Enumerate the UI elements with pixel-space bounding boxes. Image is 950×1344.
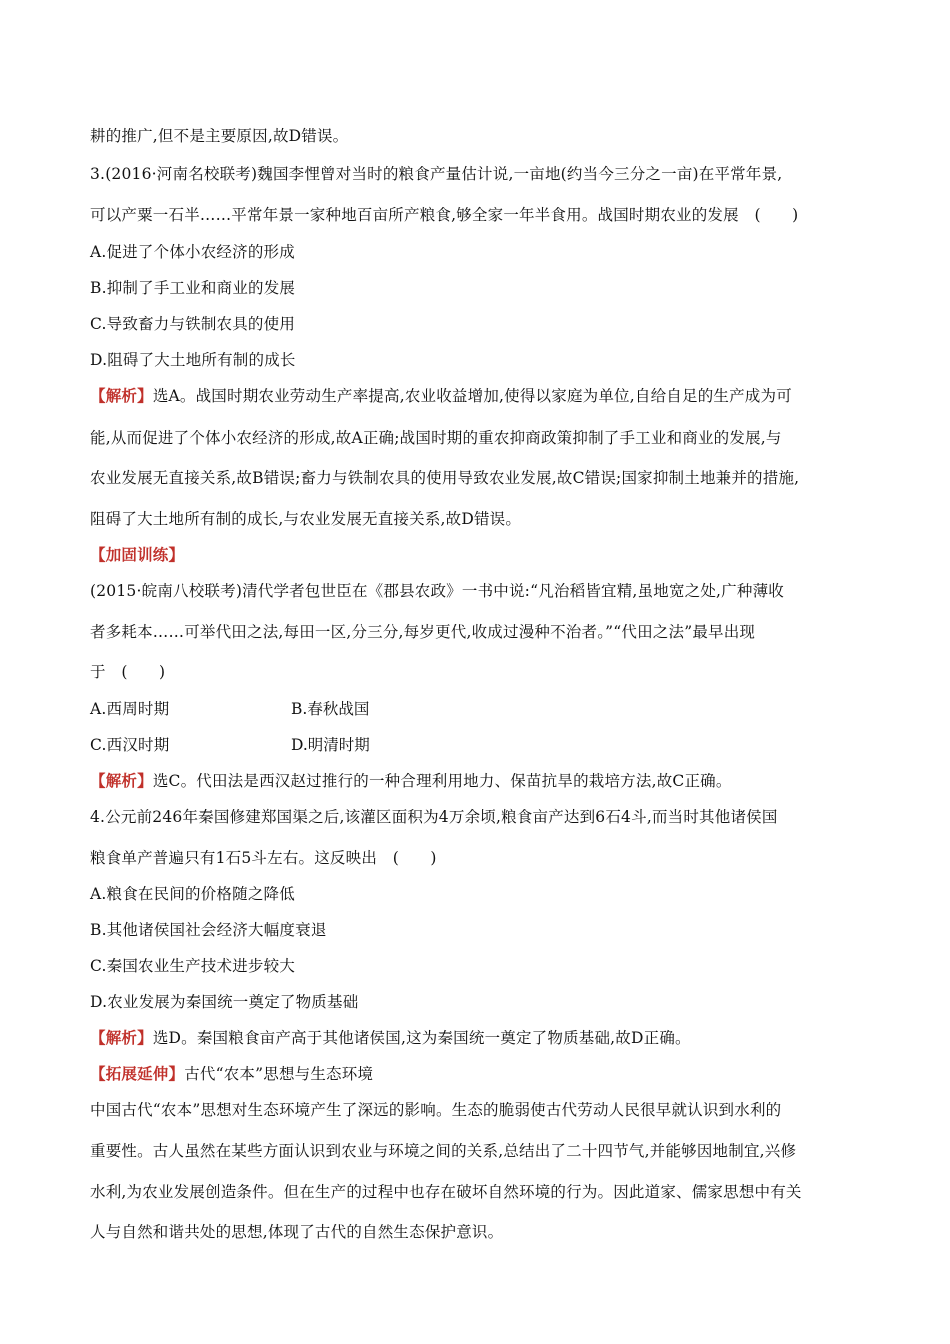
option-a: A.西周时期 bbox=[90, 700, 170, 718]
option-d: D.农业发展为秦国统一奠定了物质基础 bbox=[90, 993, 359, 1011]
extend-block bbox=[90, 1062, 373, 1084]
option-c: C.西汉时期 bbox=[90, 736, 170, 754]
extend-text: 中国古代“农本”思想对生态环境产生了深远的影响。生态的脆弱使古代劳动人民很早就认识到水利的 bbox=[90, 1101, 782, 1119]
analysis-text: 选C。代田法是西汉赵过推行的一种合理利用地力、保苗抗旱的栽培方法,故C正确。 bbox=[152, 772, 732, 790]
analysis-block bbox=[90, 1026, 691, 1048]
extend-text: 人与自然和谐共处的思想,体现了古代的自然生态保护意识。 bbox=[90, 1223, 504, 1241]
analysis-tag: 【解析】 bbox=[90, 1028, 153, 1047]
analysis-block bbox=[90, 384, 792, 406]
analysis-text: 农业发展无直接关系,故B错误;畜力与铁制农具的使用导致农业发展,故C错误;国家抑制土地兼并的措施, bbox=[90, 469, 800, 487]
extend-tag: 【拓展延伸】 bbox=[90, 1064, 185, 1083]
analysis-text: 选A。战国时期农业劳动生产率提高,农业收益增加,使得以家庭为单位,自给自足的生产成为可 bbox=[152, 387, 792, 405]
option-c: C.导致畜力与铁制农具的使用 bbox=[90, 315, 296, 333]
analysis-tag: 【解析】 bbox=[90, 771, 153, 790]
analysis-text: 阻碍了大土地所有制的成长,与农业发展无直接关系,故D错误。 bbox=[90, 510, 522, 528]
reinforce-tag: 【加固训练】 bbox=[90, 545, 185, 564]
analysis-text: 能,从而促进了个体小农经济的形成,故A正确;战国时期的重农抑商政策抑制了手工业和商业的发展,与 bbox=[90, 429, 782, 447]
question-4-stem: 粮食单产普遍只有1石5斗左右。这反映出 ( ) bbox=[90, 849, 437, 867]
option-a: A.粮食在民间的价格随之降低 bbox=[90, 885, 295, 903]
option-d: D.阻碍了大土地所有制的成长 bbox=[90, 351, 296, 369]
option-b: B.春秋战国 bbox=[291, 700, 370, 718]
text-line: 耕的推广,但不是主要原因,故D错误。 bbox=[90, 127, 349, 145]
extend-title: 古代“农本”思想与生态环境 bbox=[184, 1065, 374, 1083]
reinforce-question: 者多耗本……可举代田之法,每田一区,分三分,每岁更代,收成过漫种不治者。”“代田之法”最早出现 bbox=[90, 623, 756, 641]
extend-text: 水利,为农业发展创造条件。但在生产的过程中也存在破坏自然环境的行为。因此道家、儒家思想中有关 bbox=[90, 1183, 802, 1201]
option-row bbox=[90, 733, 169, 755]
analysis-block bbox=[90, 769, 732, 791]
question-3-stem: 3.(2016·河南名校联考)魏国李悝曾对当时的粮食产量估计说,一亩地(约当今三分之一亩)在平常年景, bbox=[90, 165, 783, 183]
reinforce-question: (2015·皖南八校联考)清代学者包世臣在《郡县农政》一书中说:“凡治稻皆宜精,虽地宽之处,广种薄收 bbox=[90, 582, 784, 600]
extend-text: 重要性。古人虽然在某些方面认识到农业与环境之间的关系,总结出了二十四节气,并能够因地制宜,兴修 bbox=[90, 1142, 797, 1160]
option-c: C.秦国农业生产技术进步较大 bbox=[90, 957, 296, 975]
option-d: D.明清时期 bbox=[291, 736, 370, 754]
option-b: B.其他诸侯国社会经济大幅度衰退 bbox=[90, 921, 327, 939]
question-3-stem: 可以产粟一石半……平常年景一家种地百亩所产粮食,够全家一年半食用。战国时期农业的发展 ( ) bbox=[90, 206, 799, 224]
option-b: B.抑制了手工业和商业的发展 bbox=[90, 279, 296, 297]
option-a: A.促进了个体小农经济的形成 bbox=[90, 243, 295, 261]
question-4-stem: 4.公元前246年秦国修建郑国渠之后,该灌区面积为4万余顷,粮食亩产达到6石4斗,而当时其他诸侯国 bbox=[90, 808, 778, 826]
analysis-tag: 【解析】 bbox=[90, 386, 153, 405]
reinforce-tag-line bbox=[90, 543, 184, 565]
option-row bbox=[90, 697, 169, 719]
analysis-text: 选D。秦国粮食亩产高于其他诸侯国,这为秦国统一奠定了物质基础,故D正确。 bbox=[152, 1029, 691, 1047]
reinforce-question: 于 ( ) bbox=[90, 663, 166, 681]
